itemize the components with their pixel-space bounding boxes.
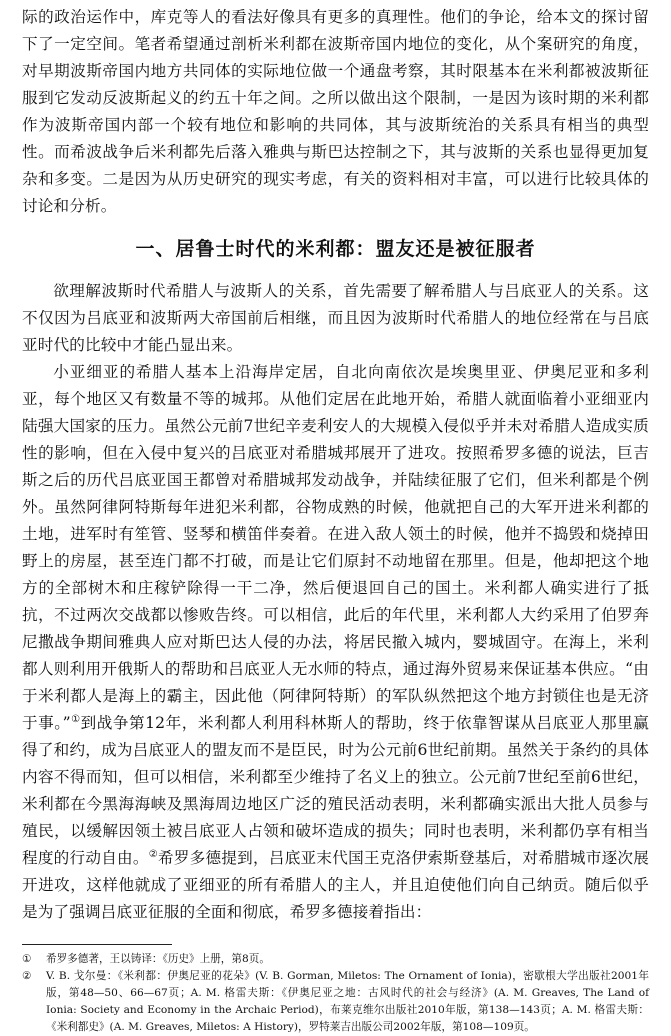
section-title: 一、居鲁士时代的米利都：盟友还是被征服者: [135, 238, 536, 260]
footnote-ref-2[interactable]: ②: [148, 848, 158, 860]
paragraph-segment: 到战争第12年，米利都人利用科林斯人的帮助，终于依靠智谋从吕底亚人那里赢得了和约，成为吕底亚人的盟友而不是臣民，时为公元前6世纪前期。虽然关于条约的具体内容不得而知，但可以相信，米利都至少维持了名义上的独立。公元前7世纪至前6世纪，米利都在今黑海海峡及黑海周边地区广泛的殖民活动表明，米利都确实派出大批人员参与殖民，以缓解因领土被吕底亚人占领和破坏造成的损失；同时也表明，米利都仍享有相当程度的行动自由。: [22, 714, 649, 867]
footnote-text: 希罗多德著，王以铸译：《历史》上册，第8页。: [46, 953, 270, 965]
body-paragraph-lydia: [22, 359, 649, 926]
footnote-mark: ①: [22, 953, 32, 965]
footnote-item: [22, 968, 649, 1036]
footnote-item: [22, 951, 649, 968]
footnote-divider: [22, 944, 172, 945]
footnote-text: V. B. 戈尔曼：《米利都：伊奥尼亚的花朵》(V. B. Gorman, Miletos: The Ornament of Ionia)，密歇根大学出版社2001年版，第48—50、66—67页；A. M. 格雷夫斯：《伊奥尼亚之地：古风时代的社会与经济》(A. M. Greaves, The Land of Ionia: Society and Economy in the Archaic Period)，布莱克维尔出版社2010年版，第138—143页；A. M. 格雷夫斯：《米利都史》(A. M. Greaves, Miletos: A History)，罗特莱吉出版公司2002年版，第108—109页。: [46, 970, 649, 1033]
body-paragraph-relations: 欲理解波斯时代希腊人与波斯人的关系，首先需要了解希腊人与吕底亚人的关系。这不仅因为吕底亚和波斯两大帝国前后相继，而且因为波斯时代希腊人的地位经常在与吕底亚时代的比较中才能凸显出来。: [22, 282, 649, 354]
footnote-ref-1[interactable]: ①: [70, 713, 81, 725]
body-paragraph-intro: 际的政治运作中，库克等人的看法好像具有更多的真理性。他们的争论，给本文的探讨留下了一定空间。笔者希望通过剖析米利都在波斯帝国内地位的变化，从个案研究的角度，对早期波斯帝国内地方共同体的实际地位做一个通盘考察，其时限基本在米利都被波斯征服到它发动反波斯起义的约五十年之间。之所以做出这个限制，一是因为该时期的米利都作为波斯帝国内部一个较有地位和影响的共同体，其与波斯统治的关系具有相当的典型性。而希波战争后米利都先后落入雅典与斯巴达控制之下，其与波斯的关系也显得更加复杂和多变。二是因为从历史研究的现实考虑，有关的资料相对丰富，可以进行比较具体的讨论和分析。: [22, 8, 649, 215]
paragraph-segment: 小亚细亚的希腊人基本上沿海岸定居，自北向南依次是埃奥里亚、伊奥尼亚和多利亚，每个地区又有数量不等的城邦。从他们定居在此地开始，希腊人就面临着小亚细亚内陆强大国家的压力。虽然公元前7世纪辛麦利安人的大规模入侵似乎并未对希腊人造成实质性的影响，但在入侵中复兴的吕底亚对希腊城邦展开了进攻。按照希罗多德的说法，巨吉斯之后的历代吕底亚国王都曾对希腊城邦发动战争，并陆续征服了它们，但米利都是个例外。虽然阿律阿特斯每年进犯米利都，谷物成熟的时候，他就把自己的大军开进米利都的土地，进军时有笙管、竖琴和横笛伴奏着。在进入敌人领土的时候，他并不捣毁和烧掉田野上的房屋，甚至连门都不打破，而是让它们原封不动地留在那里。但是，他却把这个地方的全部树木和庄稼铲除得一干二净，然后便退回自己的国土。米利都人确实进行了抵抗，不过两次交战都以惨败告终。可以相信，此后的年代里，米利都人大约采用了伯罗奔尼撒战争期间雅典人应对斯巴达人侵的办法，将居民撤入城内，婴城固守。在海上，米利都人则利用开俄斯人的帮助和吕底亚人无水师的特点，通过海外贸易来保证基本供应。“由于米利都人是海上的霸主，因此他（阿律阿特斯）的军队纵然把这个地方封锁住也是无济于事。”: [22, 363, 649, 732]
footnote-mark: ②: [22, 970, 32, 982]
footnotes: [22, 951, 649, 1036]
paragraph-segment: 希罗多德提到，吕底亚末代国王克洛伊索斯登基后，对希腊城市逐次展开进攻，这样他就成了亚细亚的所有希腊人的主人，并且迫使他们向自己纳贡。随后似乎是为了强调吕底亚征服的全面和彻底，希罗多德接着指出：: [22, 849, 649, 921]
